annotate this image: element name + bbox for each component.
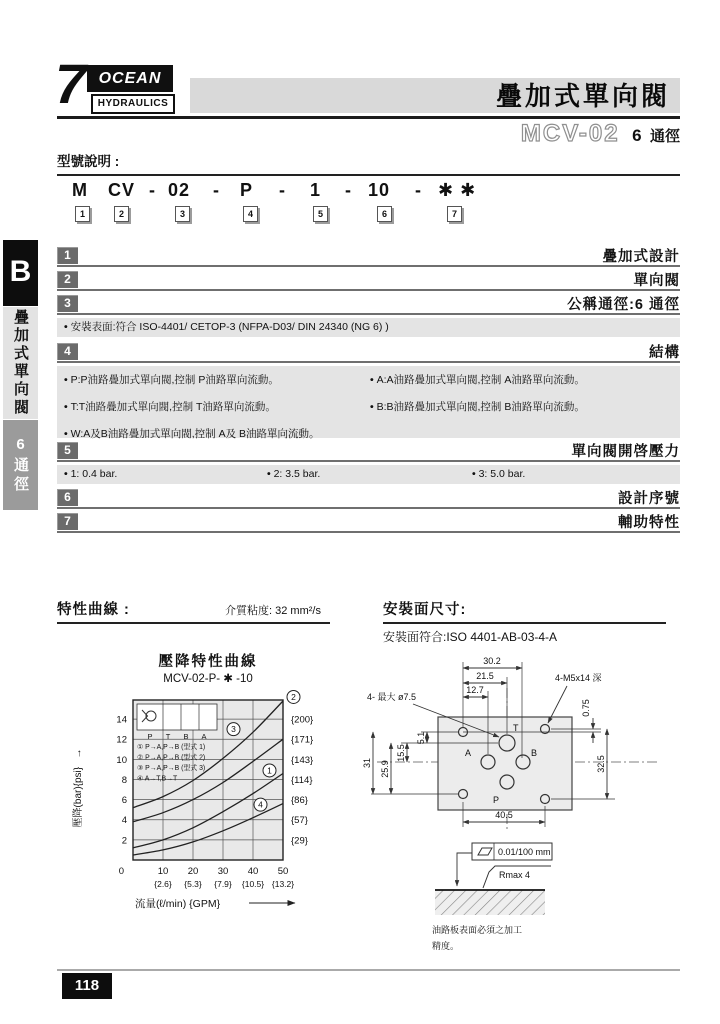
spec-row-4 bbox=[57, 342, 680, 363]
header-rule bbox=[57, 116, 680, 119]
page-title-banner: 疊加式單向閥 bbox=[190, 78, 680, 113]
pressure-option-1: • 1: 0.4 bar. bbox=[64, 465, 117, 484]
svg-text:50: 50 bbox=[277, 866, 289, 877]
mounting-heading: 安裝面尺寸: bbox=[383, 602, 467, 618]
spec-row-7 bbox=[57, 512, 680, 533]
section-number-7: 7 bbox=[57, 513, 78, 530]
section-title-1: 疊加式設計 bbox=[602, 249, 680, 265]
code-part: 1 bbox=[310, 180, 322, 200]
structure-option-b: • B:B油路疊加式單向閥,控制 B油路單向流動。 bbox=[370, 399, 585, 414]
pressure-option-3: • 3: 5.0 bar. bbox=[472, 465, 525, 484]
dim-25-9: 25.9 bbox=[380, 760, 390, 778]
structure-option-p: • P:P油路疊加式單向閥,控制 P油路單向流動。 bbox=[64, 372, 279, 387]
dim-40-5: 40.5 bbox=[495, 810, 513, 820]
chart-title: 壓降特性曲線 bbox=[158, 654, 258, 670]
svg-text:4: 4 bbox=[121, 815, 127, 827]
model-size-text: 通徑 bbox=[649, 128, 680, 145]
surface-caption-line1: 油路板表面必須之加工 bbox=[432, 925, 523, 935]
svg-text:6: 6 bbox=[121, 795, 127, 807]
curves-heading: 特性曲線 : bbox=[57, 602, 130, 618]
code-box: 1 bbox=[75, 206, 90, 222]
dim-12-7: 12.7 bbox=[466, 685, 484, 695]
note-max-hole: 4- 最大 ø7.5 bbox=[367, 692, 417, 702]
code-part: 02 bbox=[168, 180, 191, 200]
svg-text:{7.9}: {7.9} bbox=[214, 879, 232, 889]
spec-sections bbox=[57, 244, 680, 544]
svg-text:3: 3 bbox=[231, 724, 236, 735]
flatness-value: 0.01/100 mm bbox=[498, 847, 551, 857]
section-number-6: 6 bbox=[57, 489, 78, 506]
mounting-drawing-svg bbox=[355, 650, 700, 962]
section-title-5: 單向閥開啓壓力 bbox=[571, 444, 680, 460]
section-title-6: 設計序號 bbox=[618, 491, 680, 507]
note-bolt-thread: 4-M5x14 深 bbox=[555, 673, 602, 683]
section-number-1: 1 bbox=[57, 247, 78, 264]
port-a-label: A bbox=[465, 748, 472, 758]
company-logo bbox=[55, 52, 175, 118]
surface-caption-line2: 精度。 bbox=[432, 941, 460, 951]
port-b-label: B bbox=[531, 748, 538, 758]
model-size-number: 6 bbox=[632, 126, 642, 145]
svg-text:③ P→A,P→B (型式 3): ③ P→A,P→B (型式 3) bbox=[137, 765, 206, 772]
mounting-section-header bbox=[383, 598, 666, 624]
code-box: 2 bbox=[114, 206, 129, 222]
logo-seven-glyph: 7 bbox=[55, 52, 87, 115]
svg-text:流量(ℓ/min) {GPM}: 流量(ℓ/min) {GPM} bbox=[135, 898, 221, 910]
chart-subtitle: MCV-02-P- ✱ -10 bbox=[163, 673, 253, 685]
mounting-surface-note bbox=[57, 318, 680, 337]
logo-hydraulics-text: HYDRAULICS bbox=[91, 94, 175, 114]
svg-text:{114}: {114} bbox=[291, 774, 313, 786]
code-part: P bbox=[240, 180, 254, 200]
mounting-standard: 安裝面符合:ISO 4401-AB-03-4-A bbox=[383, 630, 558, 644]
svg-text:{29}: {29} bbox=[291, 835, 308, 847]
svg-text:④ A→T,B→T: ④ A→T,B→T bbox=[137, 775, 178, 783]
svg-text:{13.2}: {13.2} bbox=[271, 879, 295, 889]
svg-text:② P→A,P→B (型式 2): ② P→A,P→B (型式 2) bbox=[137, 754, 206, 762]
spec-row-2 bbox=[57, 270, 680, 291]
pressure-option-2: • 2: 3.5 bar. bbox=[267, 465, 320, 484]
svg-text:1: 1 bbox=[267, 765, 272, 776]
svg-text:{86}: {86} bbox=[291, 795, 308, 807]
svg-text:10: 10 bbox=[116, 754, 127, 766]
pressure-drop-chart bbox=[65, 650, 365, 920]
code-part: - bbox=[345, 180, 352, 200]
spec-row-1 bbox=[57, 246, 680, 267]
dim-32-5: 32.5 bbox=[596, 755, 606, 773]
code-part: - bbox=[415, 180, 422, 200]
svg-text:{143}: {143} bbox=[291, 754, 314, 766]
structure-option-a: • A:A油路疊加式單向閥,控制 A油路單向流動。 bbox=[370, 372, 585, 387]
section-title-4: 結構 bbox=[649, 345, 680, 361]
code-part: CV bbox=[108, 180, 136, 200]
model-code-rule bbox=[57, 174, 680, 176]
section-title-2: 單向閥 bbox=[633, 273, 680, 289]
structure-options bbox=[57, 366, 680, 438]
svg-text:壓降(bar){psi} →: 壓降(bar){psi} → bbox=[73, 748, 84, 828]
code-box: 5 bbox=[313, 206, 328, 222]
model-code-boxes bbox=[57, 206, 517, 222]
svg-text:20: 20 bbox=[187, 866, 199, 877]
svg-text:{200}: {200} bbox=[291, 714, 314, 726]
code-box: 4 bbox=[243, 206, 258, 222]
svg-text:4: 4 bbox=[258, 799, 263, 810]
mounting-surface-note-text: • 安裝表面:符合 ISO-4401/ CETOP-3 (NFPA-D03/ DIN 24340 (NG 6) ) bbox=[57, 321, 389, 333]
svg-text:T: T bbox=[165, 732, 171, 741]
section-number-3: 3 bbox=[57, 295, 78, 312]
svg-text:14: 14 bbox=[116, 714, 127, 726]
dim-30-2: 30.2 bbox=[483, 656, 501, 666]
code-part: - bbox=[149, 180, 156, 200]
section-number-2: 2 bbox=[57, 271, 78, 288]
model-code-heading: 型號說明 : bbox=[57, 154, 120, 169]
cracking-pressure-options bbox=[57, 465, 680, 484]
dim-31: 31 bbox=[362, 757, 372, 769]
spec-row-5 bbox=[57, 441, 680, 462]
dim-15-5: 15.5 bbox=[396, 744, 406, 762]
spec-row-6 bbox=[57, 488, 680, 509]
sidebar-size-label: 6通徑 bbox=[3, 420, 38, 510]
roughness-value: Rmax 4 bbox=[499, 870, 531, 880]
svg-text:① P→A,P→B (型式 1): ① P→A,P→B (型式 1) bbox=[137, 744, 206, 751]
spec-row-3 bbox=[57, 294, 680, 315]
sidebar-tab-letter: B bbox=[3, 240, 38, 306]
svg-text:{171}: {171} bbox=[291, 734, 314, 746]
svg-text:12: 12 bbox=[116, 734, 127, 746]
structure-option-t: • T:T油路疊加式單向閥,控制 T油路單向流動。 bbox=[64, 399, 276, 414]
code-part: M bbox=[72, 180, 88, 200]
section-title-7: 輔助特性 bbox=[618, 515, 680, 531]
structure-option-w: • W:A及B油路疊加式單向閥,控制 A及 B油路單向流動。 bbox=[64, 426, 320, 441]
pressure-drop-plot bbox=[65, 686, 365, 916]
model-heading bbox=[330, 120, 680, 148]
svg-text:40: 40 bbox=[247, 866, 259, 877]
svg-text:10: 10 bbox=[157, 866, 169, 877]
code-part: - bbox=[213, 180, 220, 200]
svg-text:{5.3}: {5.3} bbox=[184, 879, 202, 889]
code-part: - bbox=[279, 180, 286, 200]
svg-text:B: B bbox=[183, 732, 189, 741]
svg-text:P: P bbox=[147, 732, 153, 741]
footer-rule bbox=[57, 969, 680, 971]
svg-text:{57}: {57} bbox=[291, 815, 308, 827]
code-box: 3 bbox=[175, 206, 190, 222]
svg-text:0: 0 bbox=[118, 866, 124, 877]
port-t-label: T bbox=[513, 723, 519, 733]
section-number-5: 5 bbox=[57, 442, 78, 459]
sidebar-section-label: 疊加式單向閥 bbox=[3, 307, 38, 419]
mounting-dimension-drawing bbox=[355, 650, 700, 962]
svg-text:2: 2 bbox=[291, 691, 296, 702]
code-box: 7 bbox=[447, 206, 462, 222]
dim-5-1: 5.1 bbox=[416, 731, 426, 745]
svg-text:A: A bbox=[201, 732, 207, 741]
port-p-label: P bbox=[493, 795, 500, 805]
page-number: 118 bbox=[62, 973, 112, 999]
svg-text:{2.6}: {2.6} bbox=[154, 879, 172, 889]
dim-21-5: 21.5 bbox=[476, 671, 494, 681]
svg-text:{10.5}: {10.5} bbox=[241, 879, 265, 889]
svg-text:8: 8 bbox=[121, 774, 127, 786]
section-title-3: 公稱通徑:6 通徑 bbox=[567, 297, 680, 313]
dim-0-75: 0.75 bbox=[581, 699, 591, 717]
code-part: 10 bbox=[368, 180, 391, 200]
logo-ocean-text: OCEAN bbox=[87, 65, 173, 92]
code-box: 6 bbox=[377, 206, 392, 222]
curves-section-header bbox=[57, 598, 330, 624]
model-code bbox=[57, 180, 517, 204]
svg-text:30: 30 bbox=[217, 866, 229, 877]
svg-text:2: 2 bbox=[121, 835, 127, 847]
section-number-4: 4 bbox=[57, 343, 78, 360]
viscosity-note: 介質粘度: 32 mm²/s bbox=[225, 605, 321, 617]
model-number: MCV-02 bbox=[520, 120, 620, 147]
machined-surface bbox=[435, 890, 545, 915]
code-part: ✱ ✱ bbox=[438, 180, 477, 200]
